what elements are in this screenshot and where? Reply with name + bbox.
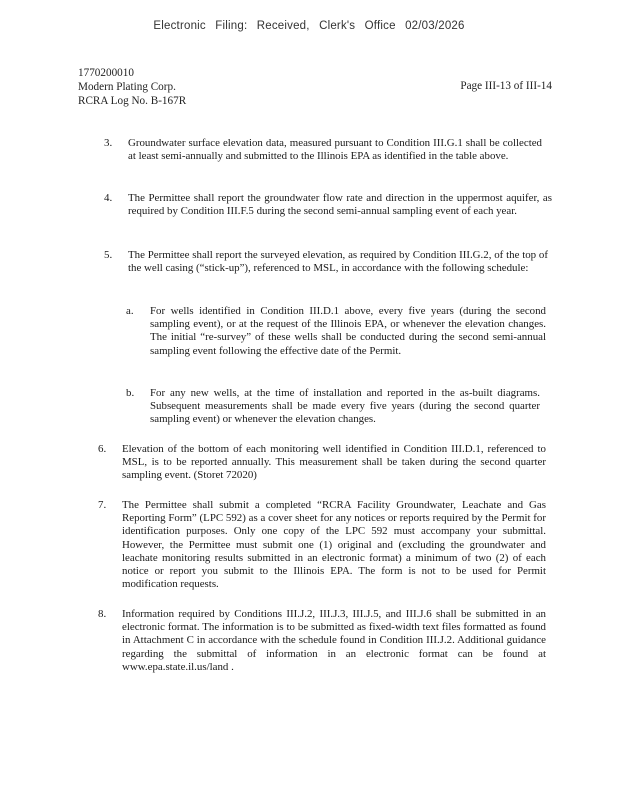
item-text: Groundwater surface elevation data, measured pursuant to Condition III.G.1 shall be collected at least semi-annually and submitted to the Illinois EPA as identified in the table above. (128, 137, 542, 163)
subitem-letter: b. (126, 387, 135, 399)
item-text: The Permittee shall report the surveyed elevation, as required by Condition III.G.2, of the top of the well casing (“stick-up”), referenced to MSL, in accordance with the following schedule: (128, 249, 548, 275)
item-number: 8. (98, 608, 107, 620)
document-header-left (78, 66, 186, 108)
subitem-text: For any new wells, at the time of installation and reported in the as-built diagrams. Subsequent measurements shall be made every five years (during the second quarter sampling event) or whenever the elevation changes. (150, 387, 540, 426)
subitem-letter: a. (126, 305, 134, 317)
subitem-text: For wells identified in Condition III.D.1 above, every five years (during the second sampling event), or at the request of the Illinois EPA, or whenever the elevation changes. The initial “re-survey” of these wells shall be conducted during the second semi-annual sampling event following the effective date of the Permit. (150, 305, 546, 357)
item-text: Information required by Conditions III.J.2, III.J.3, III.J.5, and III.J.6 shall be submitted in an electronic format. The information is to be submitted as fixed-width text files formatted as found in Attachment C in accordance with the schedule found in Condition III.J.2. Additional guidance regarding the submittal of information in an electronic format can be found at www.epa.state.il.us/land . (122, 608, 546, 673)
log-number: RCRA Log No. B-167R (78, 95, 187, 107)
facility-id: 1770200010 (78, 67, 134, 79)
page-number: Page III-13 of III-14 (460, 80, 552, 92)
item-text: The Permittee shall submit a completed “RCRA Facility Groundwater, Leachate and Gas Reporting Form” (LPC 592) as a cover sheet for any notices or reports required by the Permit for identification purposes. Only one copy of the LPC 592 must accompany your submittal. However, the Permittee must submit one (1) original and (excluding the groundwater and leachate monitoring results submitted in an electronic format) a minimum of two (2) of each notice or report you submit to the Illinois EPA. The form is not to be used for Permit modification requests. (122, 499, 546, 591)
electronic-filing-stamp: Electronic Filing: Received, Clerk's Office 02/03/2026 (153, 20, 465, 32)
item-text: Elevation of the bottom of each monitoring well identified in Condition III.D.1, referenced to MSL, is to be reported annually. This measurement shall be taken during the second quarter sampling event. (Storet 72020) (122, 443, 546, 482)
item-number: 3. (104, 137, 113, 149)
facility-name: Modern Plating Corp. (78, 81, 176, 93)
item-text: The Permittee shall report the groundwater flow rate and direction in the uppermost aquifer, as required by Condition III.F.5 during the second semi-annual sampling event of each year. (128, 192, 552, 218)
item-number: 6. (98, 443, 107, 455)
item-number: 4. (104, 192, 113, 204)
item-number: 7. (98, 499, 107, 511)
item-number: 5. (104, 249, 113, 261)
